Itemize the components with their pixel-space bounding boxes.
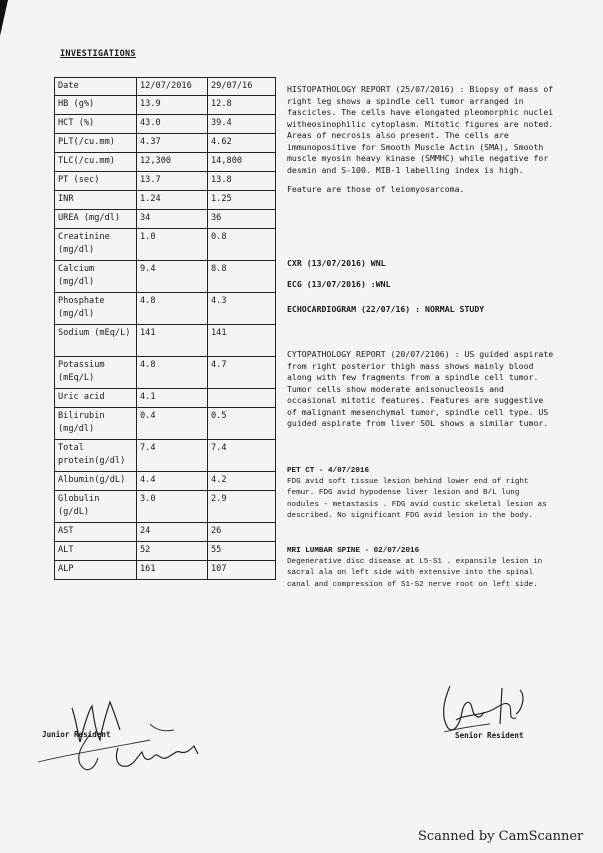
value-cell: 55	[208, 542, 276, 561]
test-name-cell: Bilirubin (mg/dl)	[55, 408, 137, 440]
value-cell: 1.24	[137, 191, 208, 210]
scanner-watermark: Scanned by CamScanner	[418, 829, 584, 844]
value-cell: 12,300	[137, 153, 208, 172]
value-cell: 13.9	[137, 96, 208, 115]
header-date-1: 12/07/2016	[137, 78, 208, 96]
scan-corner-mark	[0, 0, 8, 36]
table-row	[55, 153, 276, 172]
table-row	[55, 191, 276, 210]
test-name-cell: PLT(/cu.mm)	[55, 134, 137, 153]
table-row	[55, 210, 276, 229]
test-name-cell: Uric acid	[55, 389, 137, 408]
value-cell: 39.4	[208, 115, 276, 134]
value-cell: 4.62	[208, 134, 276, 153]
value-cell: 13.8	[208, 172, 276, 191]
value-cell: 26	[208, 523, 276, 542]
value-cell: 7.4	[137, 440, 208, 472]
table-row	[55, 134, 276, 153]
histopathology-section	[287, 84, 554, 196]
test-name-cell: AST	[55, 523, 137, 542]
table-row	[55, 293, 276, 325]
test-name-cell: Sodium (mEq/L)	[55, 325, 137, 357]
test-name-cell: Total protein(g/dl)	[55, 440, 137, 472]
value-cell: 24	[137, 523, 208, 542]
value-cell: 107	[208, 561, 276, 580]
value-cell: 43.0	[137, 115, 208, 134]
table-row	[55, 542, 276, 561]
value-cell: 4.2	[208, 472, 276, 491]
value-cell: 4.4	[137, 472, 208, 491]
table-row	[55, 261, 276, 293]
petct-title: PET CT - 4/07/2016	[287, 467, 370, 475]
header-date: Date	[55, 78, 137, 96]
value-cell: 141	[208, 325, 276, 357]
table-row	[55, 172, 276, 191]
junior-resident-label: Junior Resident	[42, 730, 111, 739]
echo-result: ECHOCARDIOGRAM (22/07/16) : NORMAL STUDY	[287, 304, 485, 314]
value-cell: 161	[137, 561, 208, 580]
test-name-cell: ALP	[55, 561, 137, 580]
test-name-cell: Albumin(g/dL)	[55, 472, 137, 491]
mri-section	[287, 546, 554, 591]
value-cell: 12.8	[208, 96, 276, 115]
value-cell: 52	[137, 542, 208, 561]
table-row	[55, 389, 276, 408]
test-name-cell: ALT	[55, 542, 137, 561]
table-row	[55, 96, 276, 115]
value-cell: 14,800	[208, 153, 276, 172]
value-cell: 141	[137, 325, 208, 357]
ecg-result: ECG (13/07/2016) :WNL	[287, 279, 391, 289]
petct-section	[287, 466, 554, 522]
cytopathology-text: CYTOPATHOLOGY REPORT (20/07/2106) : US guided aspirate from right posterior thigh mass shows mainly blood along with few fragments from a spindle cell tumor. Tumor cells show moderate anisonucleosis and occasional mitotic features. Features are suggestive of malignant mesenchymal tumor, spindle cell type. US guided aspirate from liver SOL shows a similar tumor.	[287, 349, 554, 428]
value-cell: 4.8	[137, 357, 208, 389]
table-row	[55, 357, 276, 389]
value-cell: 0.5	[208, 408, 276, 440]
value-cell	[208, 389, 276, 408]
histopathology-feature: Feature are those of leiomyosarcoma.	[287, 184, 465, 194]
table-header-row	[55, 78, 276, 96]
table-row	[55, 115, 276, 134]
value-cell: 1.0	[137, 229, 208, 261]
test-name-cell: Creatinine (mg/dl)	[55, 229, 137, 261]
test-name-cell: Potassium (mEq/L)	[55, 357, 137, 389]
test-name-cell: INR	[55, 191, 137, 210]
table-row	[55, 561, 276, 580]
test-name-cell: Calcium (mg/dl)	[55, 261, 137, 293]
value-cell: 13.7	[137, 172, 208, 191]
value-cell: 34	[137, 210, 208, 229]
cytopathology-section	[287, 349, 554, 430]
value-cell: 7.4	[208, 440, 276, 472]
histopathology-text: HISTOPATHOLOGY REPORT (25/07/2016) : Biopsy of mass of right leg shows a spindle cell tumor arranged in fascicles. The cells have elongated pleomorphic nuclei witheosinophilic cytoplasm. Mitotic figures are noted. Areas of necrosis also present. The cells are immunopositive for Smooth Muscle Actin (SMA), Smooth muscle myosin heavy kinase (SMMHC) while negative for desmin and S-100. MIB-1 labelling index is high.	[287, 84, 554, 175]
table-row	[55, 440, 276, 472]
value-cell: 0.4	[137, 408, 208, 440]
petct-text: FDG avid soft tissue lesion behind lower end of right femur. FDG avid hypodense liver lesion and B/L lung nodules - metastasis . FDG avid custic skeletal lesion as described. No significant FDG avid lesion in the body.	[287, 478, 547, 520]
value-cell: 3.0	[137, 491, 208, 523]
table-row	[55, 491, 276, 523]
mri-text: Degenerative disc disease at L5-S1 . expansile lesion in sacral ala on left side with extensive into the spinal canal and compression of S1-S2 nerve root on left side.	[287, 558, 543, 589]
header-date-2: 29/07/16	[208, 78, 276, 96]
value-cell: 4.3	[208, 293, 276, 325]
lab-results-table	[54, 77, 276, 580]
value-cell: 1.25	[208, 191, 276, 210]
value-cell: 9.4	[137, 261, 208, 293]
page-heading: INVESTIGATIONS	[60, 49, 136, 59]
table-row	[55, 229, 276, 261]
value-cell: 4.1	[137, 389, 208, 408]
table-row	[55, 408, 276, 440]
test-name-cell: HCT (%)	[55, 115, 137, 134]
test-name-cell: UREA (mg/dl)	[55, 210, 137, 229]
test-name-cell: Globulin (g/dL)	[55, 491, 137, 523]
value-cell: 36	[208, 210, 276, 229]
table-row	[55, 523, 276, 542]
senior-resident-label: Senior Resident	[455, 731, 524, 740]
table-row	[55, 472, 276, 491]
value-cell: 8.8	[208, 261, 276, 293]
value-cell: 2.9	[208, 491, 276, 523]
test-name-cell: PT (sec)	[55, 172, 137, 191]
value-cell: 4.8	[137, 293, 208, 325]
test-name-cell: Phosphate (mg/dl)	[55, 293, 137, 325]
table-row	[55, 325, 276, 357]
cxr-result: CXR (13/07/2016) WNL	[287, 258, 386, 268]
mri-title: MRI LUMBAR SPINE - 02/07/2016	[287, 547, 420, 555]
value-cell: 0.8	[208, 229, 276, 261]
test-name-cell: HB (g%)	[55, 96, 137, 115]
test-name-cell: TLC(/cu.mm)	[55, 153, 137, 172]
value-cell: 4.7	[208, 357, 276, 389]
value-cell: 4.37	[137, 134, 208, 153]
